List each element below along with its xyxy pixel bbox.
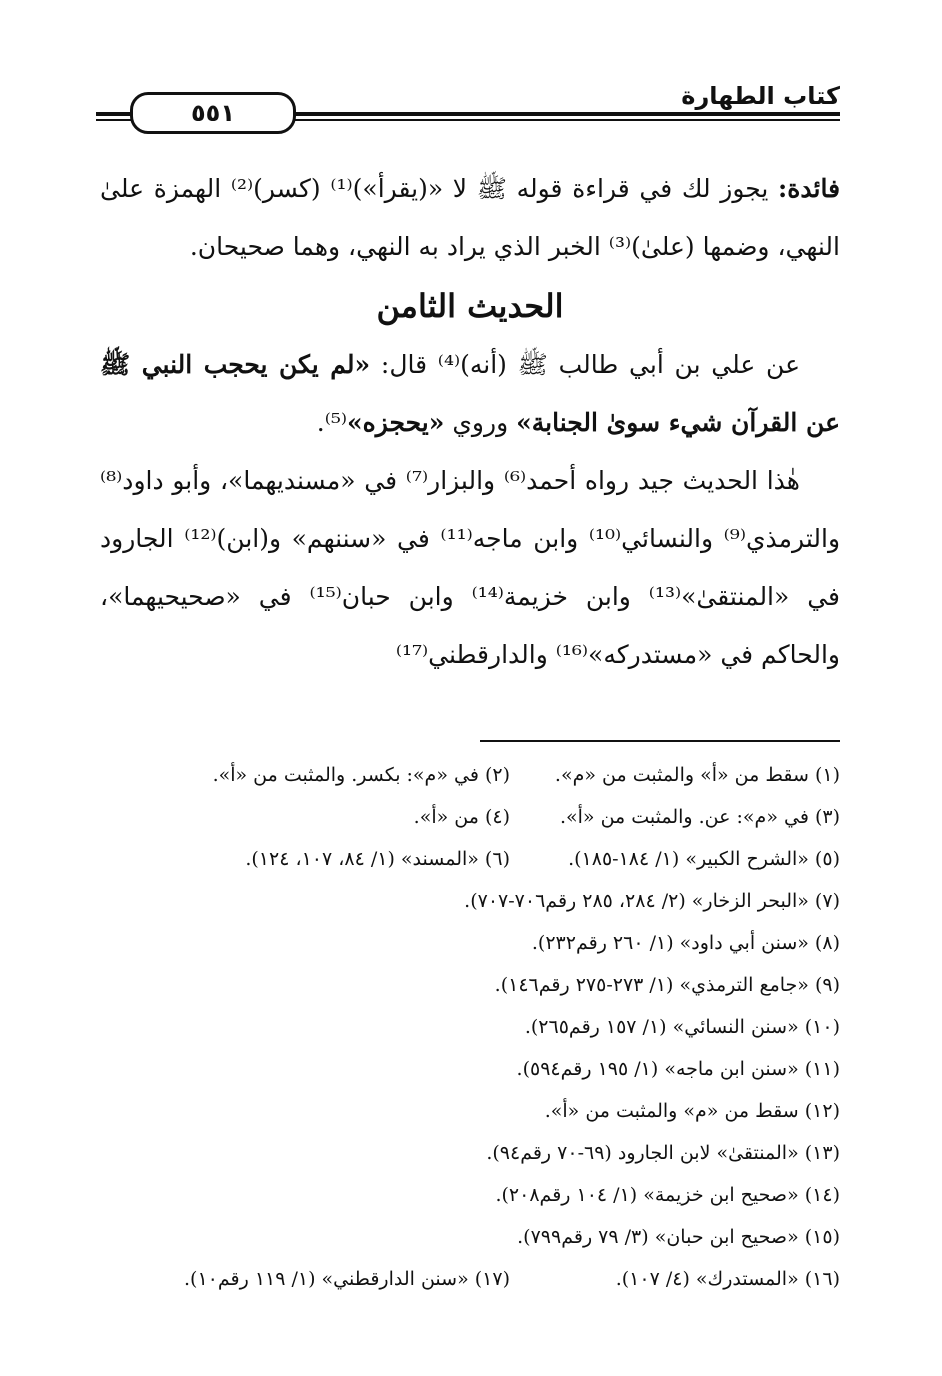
book-title: كتاب الطهارة — [669, 82, 840, 110]
footnote-row — [100, 880, 840, 922]
footnote-item: (١٠) «سنن النسائي» (١/ ١٥٧ رقم٢٦٥). — [524, 1016, 840, 1038]
page-header — [96, 82, 840, 134]
footnote-row — [100, 1216, 840, 1258]
footnote-item: (١٤) «صحيح ابن خزيمة» (١/ ١٠٤ رقم٢٠٨). — [495, 1184, 840, 1206]
footnote-item: (١٥) «صحيح ابن حبان» (٣/ ٧٩ رقم٧٩٩). — [517, 1226, 840, 1248]
footnote-item: (١) سقط من «أ» والمثبت من «م». — [554, 764, 840, 786]
footnote-row — [100, 838, 840, 880]
footnote-row — [100, 1174, 840, 1216]
footnote-item: (٩) «جامع الترمذي» (١/ ٢٧٣-٢٧٥ رقم١٤٦). — [494, 974, 840, 996]
faida-label: فائدة: — [778, 174, 841, 203]
takhrij-paragraph: هٰذا الحديث جيد رواه أحمد⁽⁶⁾ والبزار⁽⁷⁾ في «مسنديهما»، وأبو داود⁽⁸⁾ والترمذي⁽⁹⁾ والنسائي⁽¹⁰⁾ وابن ماجه⁽¹¹⁾ في «سننهم» و(ابن)⁽¹²⁾ الجارود في «المنتقىٰ»⁽¹³⁾ وابن خزيمة⁽¹⁴⁾ وابن حبان⁽¹⁵⁾ في «صحيحيهما»، والحاكم في «مستدركه»⁽¹⁶⁾ والدارقطني⁽¹⁷⁾ — [100, 466, 841, 669]
footnote-item: (٦) «المسند» (١/ ٨٤، ١٠٧، ١٢٤). — [245, 848, 510, 870]
footnote-row — [100, 754, 840, 796]
footnote-item: (١٧) «سنن الدارقطني» (١/ ١١٩ رقم١٠). — [183, 1268, 510, 1290]
footnote-item: (٧) «البحر الزخار» (٢/ ٢٨٤، ٢٨٥ رقم٧٠٦-٧٠٧). — [464, 890, 840, 912]
hadith-paragraph — [100, 336, 840, 452]
faida-paragraph — [100, 160, 840, 276]
hadith-quote: «لم يكن يحجب النبي ﷺ عن القرآن شيء سوىٰ الجنابة» — [100, 350, 840, 437]
footnote-item: (٢) في «م»: بكسر. والمثبت من «أ». — [212, 764, 510, 786]
hadith-intro: عن علي بن أبي طالب ﷺ (أنه)⁽⁴⁾ قال: — [380, 350, 800, 379]
footnote-separator — [480, 740, 840, 742]
footnote-item: (٤) من «أ». — [413, 806, 510, 828]
footnote-row — [100, 1258, 840, 1300]
footnote-item: (٥) «الشرح الكبير» (١/ ١٨٤-١٨٥). — [568, 848, 840, 870]
footnote-row — [100, 1132, 840, 1174]
faida-text: يجوز لك في قراءة قوله ﷺ لا «(يقرأ»)⁽¹⁾ (كسر)⁽²⁾ الهمزة علىٰ النهي، وضمها (علىٰ)⁽³⁾ الخبر الذي يراد به النهي، وهما صحيحان. — [100, 174, 840, 261]
footnote-item: (١٢) سقط من «م» والمثبت من «أ». — [544, 1100, 840, 1122]
footnote-row — [100, 1048, 840, 1090]
main-text — [100, 160, 840, 684]
footnote-item: (٨) «سنن أبي داود» (١/ ٢٦٠ رقم٢٣٢). — [531, 932, 840, 954]
section-title: الحديث الثامن — [376, 287, 564, 325]
hadith-middle: وروي — [452, 408, 509, 437]
footnote-item: (١١) «سنن ابن ماجه» (١/ ١٩٥ رقم٥٩٤). — [516, 1058, 840, 1080]
footnote-row — [100, 922, 840, 964]
page-number: ٥٥١ — [130, 92, 296, 134]
footnote-row — [100, 796, 840, 838]
footnote-row — [100, 964, 840, 1006]
footnote-item: (٣) في «م»: عن. والمثبت من «أ». — [559, 806, 840, 828]
footnote-row — [100, 1090, 840, 1132]
footnote-row — [100, 1006, 840, 1048]
hadith-quote-variant: «يحجزه» — [347, 408, 445, 437]
footnote-list — [100, 754, 840, 1300]
footnote-item: (١٣) «المنتقىٰ» لابن الجارود (٦٩-٧٠ رقم٩٤). — [486, 1142, 840, 1164]
footnote-item: (١٦) «المستدرك» (٤/ ١٠٧). — [615, 1268, 840, 1290]
hadith-end: ⁽⁵⁾. — [316, 408, 348, 437]
